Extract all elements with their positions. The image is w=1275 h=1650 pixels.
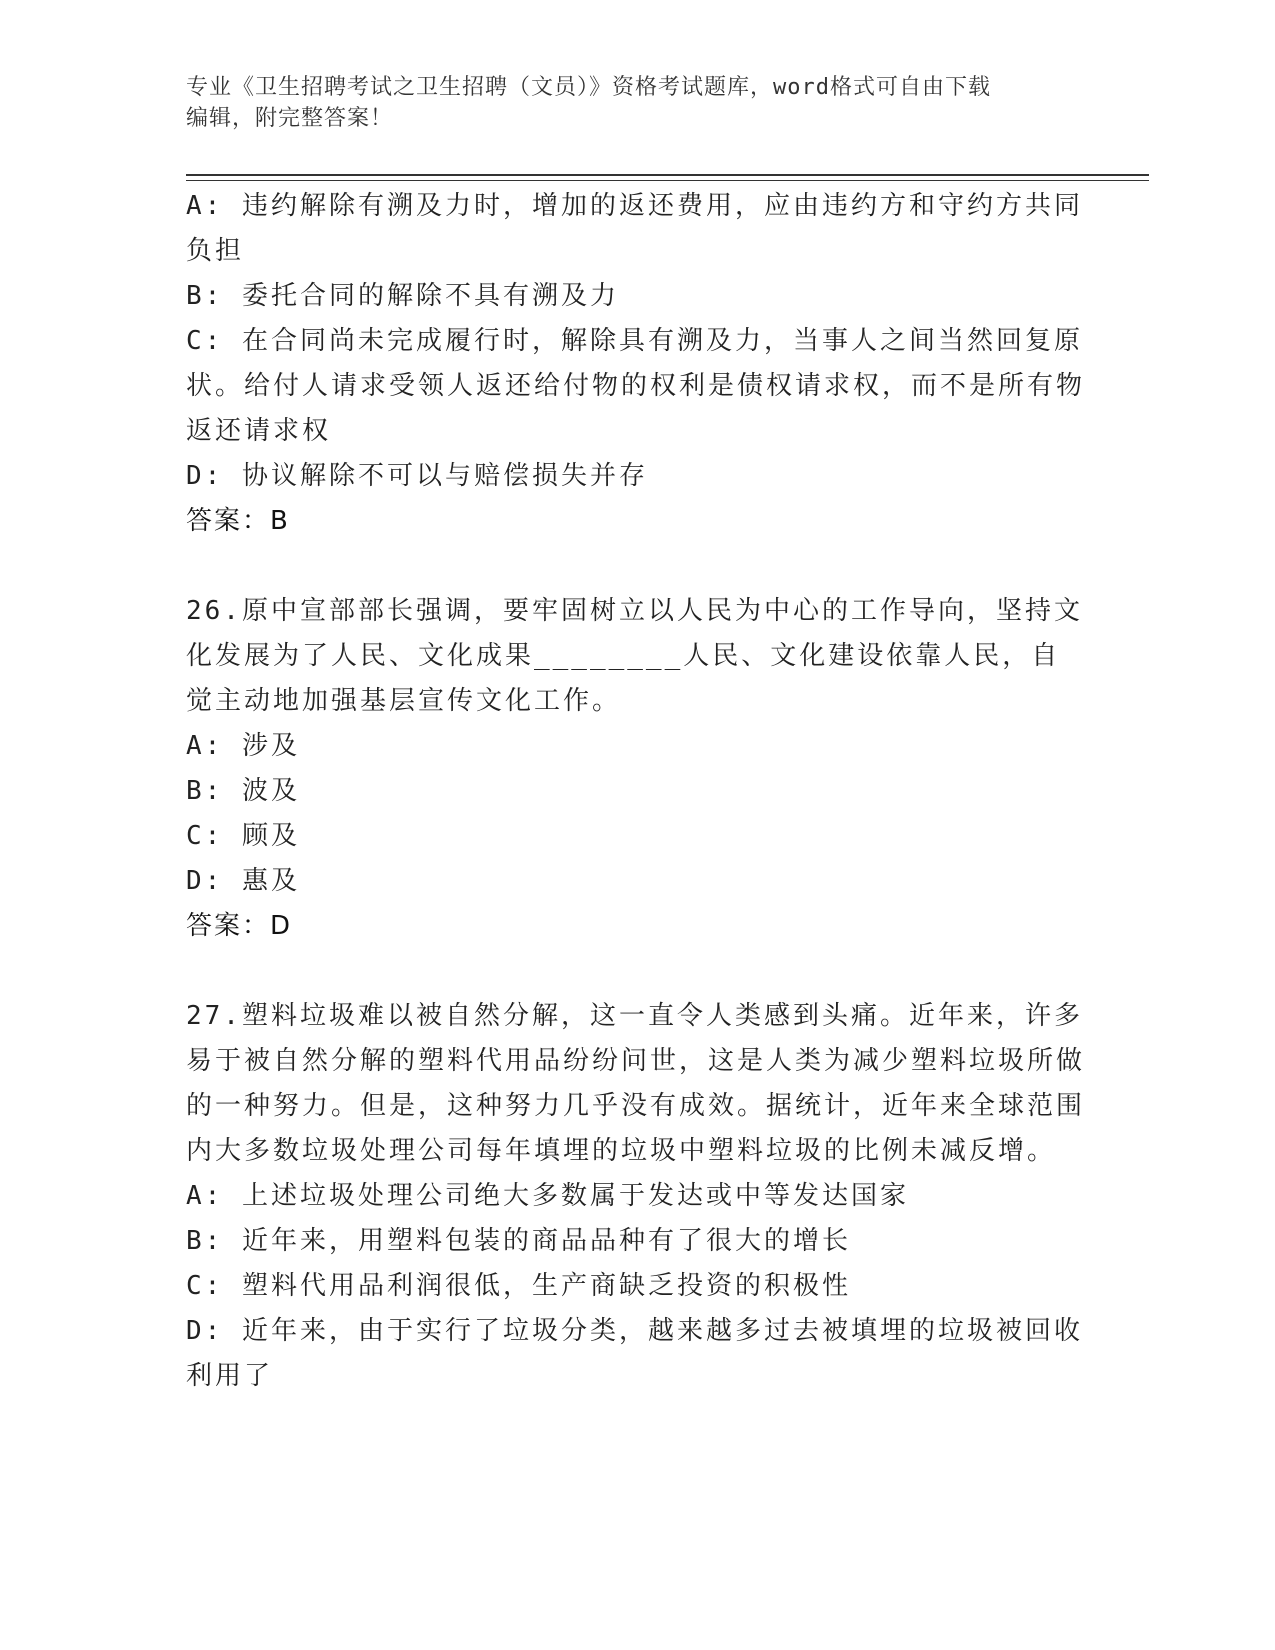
header-line-2: 编辑，附完整答案！ <box>186 106 394 131</box>
question-26 <box>186 589 1086 949</box>
header-rule-thick <box>186 174 1149 176</box>
answer: 答案：B <box>186 506 290 536</box>
question-27 <box>186 994 1086 1399</box>
spacer <box>186 949 1086 994</box>
answer: 答案：D <box>186 911 293 941</box>
option-b: B: 近年来，用塑料包装的商品品种有了很大的增长 <box>186 1226 851 1256</box>
option-a: A: 违约解除有溯及力时，增加的返还费用，应由违约方和守约方共同负担 <box>186 191 1083 266</box>
option-a: A: 上述垃圾处理公司绝大多数属于发达或中等发达国家 <box>186 1181 909 1211</box>
option-c: C: 顾及 <box>186 821 300 851</box>
question-text: 26.原中宣部部长强调，要牢固树立以人民为中心的工作导向，坚持文化发展为了人民、文化成果________人民、文化建设依靠人民，自觉主动地加强基层宣传文化工作。 <box>186 596 1083 716</box>
spacer <box>186 544 1086 589</box>
document-body <box>186 184 1086 1399</box>
option-d: D: 惠及 <box>186 866 300 896</box>
option-a: A: 涉及 <box>186 731 300 761</box>
question-text: 27.塑料垃圾难以被自然分解，这一直令人类感到头痛。近年来，许多易于被自然分解的塑料代用品纷纷问世，这是人类为减少塑料垃圾所做的一种努力。但是，这种努力几乎没有成效。据统计，近年来全球范围内大多数垃圾处理公司每年填埋的垃圾中塑料垃圾的比例未减反增。 <box>186 1001 1086 1166</box>
question-25 <box>186 184 1086 544</box>
header-line-1: 专业《卫生招聘考试之卫生招聘（文员）》资格考试题库，word格式可自由下载 <box>186 75 991 100</box>
option-d: D: 协议解除不可以与赔偿损失并存 <box>186 461 648 491</box>
option-b: B: 委托合同的解除不具有溯及力 <box>186 281 619 311</box>
option-c: C: 塑料代用品利润很低，生产商缺乏投资的积极性 <box>186 1271 851 1301</box>
option-b: B: 波及 <box>186 776 300 806</box>
document-header <box>186 72 1066 134</box>
option-c: C: 在合同尚未完成履行时，解除具有溯及力，当事人之间当然回复原状。给付人请求受领人返还给付物的权利是债权请求权，而不是所有物返还请求权 <box>186 326 1086 446</box>
header-rule-thin <box>186 180 1149 181</box>
option-d: D: 近年来，由于实行了垃圾分类，越来越多过去被填埋的垃圾被回收利用了 <box>186 1316 1083 1391</box>
